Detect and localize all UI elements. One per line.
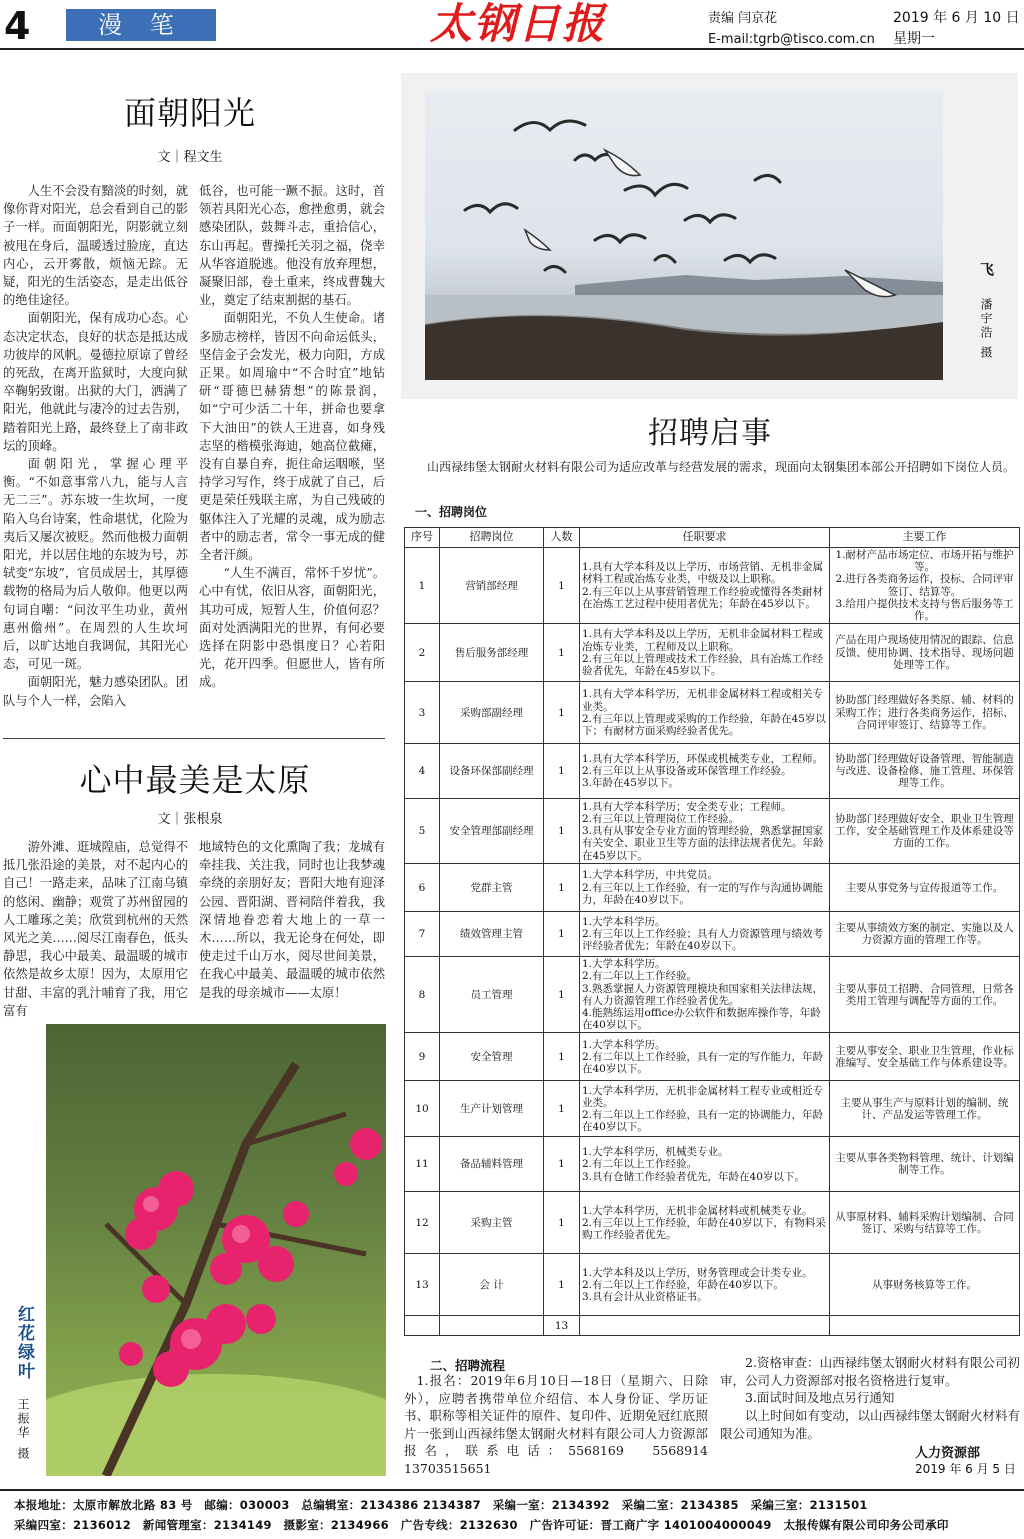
photo-right-caption: 飞	[978, 262, 994, 278]
cell-req: 1.具有大学本科学历；安全类专业；工程师。 2.有三年以上管理岗位工作经验。 3.具有从事安全专业方面的管理经验，熟悉掌握国家有关安全、职业卫生等方面的法律法规者优先。年龄在45岁以下。	[580, 799, 830, 864]
footer-line-2: 采编四室：2136012 新闻管理室：2134149 摄影室：2134966 广告专线：2132630 广告许可证：晋工商广字 1401004000049 太报传媒有限公司印务公司承印	[14, 1518, 949, 1532]
table-row	[405, 957, 1020, 1033]
cell-work: 主要从事员工招聘、合同管理，日常各类用工管理与调配等方面的工作。	[830, 957, 1020, 1033]
masthead-logo: 太钢日报	[430, 0, 607, 48]
paragraph: 地域特色的文化熏陶了我；龙城有牵挂我、关注我，同时也让我梦魂牵绕的亲朋好友；晋阳大地有迎泽公园、晋阳湖、晋祠陪伴着我，我深情地眷恋着大地上的一草一木……所以，我无论身在何处，即使走过千山万水，阅尽世间美景，在我心中最美、最温暖的城市依然是我的母亲城市——太原！	[199, 840, 385, 1000]
photo-left-caption: 红花绿叶	[14, 1305, 34, 1381]
footer-rule	[0, 1489, 1024, 1491]
cell-empty	[580, 1316, 830, 1336]
cell-post: 绩效管理主管	[440, 912, 544, 957]
seagulls-illustration	[425, 90, 943, 380]
cell-work: 1.耐材产品市场定位、市场开拓与维护等。 2.进行各类商务运作，投标、合同评审签订、结算等。 3.给用户提供技术支持与售后服务等工作。	[830, 548, 1020, 624]
header-cell: 人数	[544, 528, 580, 548]
cell-no: 5	[405, 799, 440, 864]
cell-req: 1.具有大学本科及以上学历，无机非金属材料工程或冶炼专业类，工程师及以上职称。 2.有三年以上管理或技术工作经验，具有冶炼工作经验者优先，年龄在45岁以下。	[580, 624, 830, 682]
cell-req: 1.具有大学本科学历，环保或机械类专业，工程师。 2.有三年以上从事设备或环保管理工作经验。 3.年龄在45岁以下。	[580, 744, 830, 799]
article1-title: 面朝阳光	[123, 94, 256, 132]
table-row	[405, 1033, 1020, 1081]
photo-right-tag: 摄	[979, 346, 993, 360]
paragraph: “人生不满百，常怀千岁忧”。心中有忧，依旧从容，面朝阳光，其功可成，短暂人生，价值何忍？面对处洒满阳光的世界，有何必要选择在阴影中恐惧度日？心若阳光，花开四季。但愿世人，皆有所成。	[199, 566, 385, 690]
cell-post: 安全管理	[440, 1033, 544, 1081]
date-text: 2019 年 6 月 10 日	[893, 10, 1020, 26]
cell-req: 1.大学本科学历，机械类专业。 2.有二年以上工作经验。 3.具有仓储工作经验者优先，年龄在40岁以下。	[580, 1137, 830, 1192]
cell-post: 售后服务部经理	[440, 624, 544, 682]
article1-byline: 文｜程文生	[157, 150, 223, 165]
header-cell: 招聘岗位	[440, 528, 544, 548]
cell-work: 协助部门经理做好设备管理、智能制造与改进、设备检修、施工管理、环保管理等工作。	[830, 744, 1020, 799]
paragraph: 人生不会没有黯淡的时刻，就像你背对阳光，总会看到自己的影子一样。而面朝阳光，阴影就立刻被甩在身后，温暖透过脸庞，直达内心，云开雾散，烦恼无踪。无疑，阳光的生活姿态，是走出低谷的绝佳途径。	[3, 184, 188, 308]
cell-work: 产品在用户现场使用情况的跟踪、信息反馈、使用协调、技术指导、现场问题处理等工作。	[830, 624, 1020, 682]
cell-no: 13	[405, 1254, 440, 1316]
cell-no: 9	[405, 1033, 440, 1081]
article2-title: 心中最美是太原	[79, 761, 311, 799]
photo-seagulls	[425, 90, 943, 380]
cell-no: 10	[405, 1081, 440, 1137]
cell-work: 从事财务核算等工作。	[830, 1254, 1020, 1316]
paragraph: 低谷，也可能一蹶不振。这时，首领若具阳光心态，愈挫愈勇，就会感染团队，鼓舞斗志，重拾信心，东山再起。曹操托关羽之福，侥幸从华容道脱逃。他没有放弃理想，凝聚旧部，卷土重来，终成曹魏大业，奠定了结束割据的基石。	[199, 184, 385, 308]
photo-right-author: 潘宇浩	[979, 298, 993, 340]
cell-post: 采购主管	[440, 1192, 544, 1254]
cell-req: 1.大学本科学历。 2.有二年以上工作经验，具有一定的写作能力，年龄在40岁以下。	[580, 1033, 830, 1081]
cell-post: 营销部经理	[440, 548, 544, 624]
header-cell: 任职要求	[580, 528, 830, 548]
paragraph: 面朝阳光，掌握心理平衡。“不如意事常八九，能与人言无二三”。苏东坡一生坎坷，一度陷入乌台诗案，性命堪忧，化险为夷后又屡次被贬。然而他极力面朝阳光，并以居住地的东坡为号，苏轼变“东坡”，官员成居士，其厚德载物的格局为后人敬仰。他更以两句词自嘲：“问汝平生功业，黄州惠州儋州”。在周烈的人生坎坷后，以旷达地自我调侃，其阳光心态，可见一斑。	[3, 457, 188, 672]
recruit-section1: 一、招聘岗位	[415, 505, 488, 519]
cell-no: 8	[405, 957, 440, 1033]
photo-red-flowers	[46, 1024, 386, 1476]
cell-num: 1	[544, 682, 580, 744]
table-row	[405, 1081, 1020, 1137]
table-row	[405, 799, 1020, 864]
cell-post: 员工管理	[440, 957, 544, 1033]
paragraph: 游外滩、逛城隍庙，总觉得不抵几张沿途的美景，对不起内心的自己！一路走来，品味了江南乌镇的悠闲、幽静；观赏了苏州留园的人工雕琢之美；欣赏到杭州的天然风光之美……阅尽江南春色，低头静思，我心中最美、最温暖的城市依然是故乡太原！因为，太原用它甘甜、丰富的乳汁哺育了我，用它富有	[3, 840, 188, 1018]
table-row	[405, 682, 1020, 744]
page-number: 4	[4, 4, 31, 48]
cell-total: 13	[544, 1316, 580, 1336]
cell-req: 1.具有大学本科及以上学历，市场营销、无机非金属材料工程或冶炼专业类，中级及以上职称。 2.有三年以上从事营销管理工作经验或懂得各类耐材在冶炼工艺过程中使用者优先；年龄在45岁以下。	[580, 548, 830, 624]
cell-req: 1.大学本科学历，无机非金属材料工程专业或相近专业类。 2.有二年以上工作经验，具有一定的协调能力，年龄在40岁以下。	[580, 1081, 830, 1137]
table-row	[405, 744, 1020, 799]
article1-column-1	[3, 182, 188, 710]
footer-line-1: 本报地址：太原市解放北路 83 号 邮编：030003 总编辑室：2134386 2134387 采编一室：2134392 采编二室：2134385 采编三室：2131501	[14, 1498, 868, 1512]
cell-num: 1	[544, 1192, 580, 1254]
divider	[3, 738, 385, 739]
cell-work: 主要从事党务与宣传报道等工作。	[830, 864, 1020, 912]
table-header-row	[405, 528, 1020, 548]
cell-req: 1.大学本科学历，无机非金属材料或机械类专业。 2.有三年以上工作经验，年龄在40岁以下，有物料采购工作经验者优先。	[580, 1192, 830, 1254]
cell-no: 2	[405, 624, 440, 682]
table-row	[405, 1192, 1020, 1254]
flowers-illustration	[46, 1024, 386, 1476]
photo-left-tag: 摄	[16, 1447, 30, 1461]
paragraph: 面朝阳光，保有成功心态。心态决定状态，良好的状态是抵达成功彼岸的风帆。曼德拉原谅了曾经的死敌，在离开监狱时，大度向狱卒鞠躬致谢。出狱的大门，洒满了阳光，他就此与凄冷的过去告别，踏着阳光上路，最终登上了南非政坛的顶峰。	[3, 311, 188, 453]
cell-work: 主要从事各类物料管理、统计、计划编制等工作。	[830, 1137, 1020, 1192]
photo-left-author: 王振华	[16, 1398, 30, 1440]
article2-byline: 文｜张根泉	[157, 812, 223, 827]
header-cell: 序号	[405, 528, 440, 548]
cell-num: 1	[544, 548, 580, 624]
job-table-wrapper	[404, 527, 1020, 1336]
section-label: 漫 笔	[66, 9, 216, 41]
cell-post: 采购部副经理	[440, 682, 544, 744]
cell-no: 7	[405, 912, 440, 957]
paragraph: 面朝阳光，魅力感染团队。团队与个人一样，会陷入	[3, 675, 188, 708]
cell-num: 1	[544, 912, 580, 957]
recruit-signer: 人力资源部	[915, 1446, 981, 1461]
cell-post: 设备环保部副经理	[440, 744, 544, 799]
cell-no: 1	[405, 548, 440, 624]
cell-num: 1	[544, 1081, 580, 1137]
cell-num: 1	[544, 744, 580, 799]
cell-num: 1	[544, 957, 580, 1033]
cell-work: 从事原材料、辅料采购计划编制、合同签订、采购与结算等工作。	[830, 1192, 1020, 1254]
recruit-sign-date: 2019 年 6 月 5 日	[915, 1462, 1016, 1476]
article2-column-2	[199, 838, 385, 1002]
cell-no: 6	[405, 864, 440, 912]
cell-work: 协助部门经理做好安全、职业卫生管理工作，安全基础管理工作及体系建设等方面的工作。	[830, 799, 1020, 864]
cell-empty	[440, 1316, 544, 1336]
cell-no: 12	[405, 1192, 440, 1254]
table-row	[405, 1137, 1020, 1192]
table-row	[405, 864, 1020, 912]
recruit-step1: 1.报名：2019年6月10日—18日（星期六、日除外），应聘者携带单位介绍信、本人身份证、学历证书、职称等相关证件的原件、复印件、近期免冠红底照片一张到山西禄纬堡太钢耐火材料有限公司人力资源部报名，联系电话：5568169 5568914 13703515651	[404, 1373, 721, 1476]
cell-post: 备品辅料管理	[440, 1137, 544, 1192]
cell-no: 11	[405, 1137, 440, 1192]
cell-num: 1	[544, 1254, 580, 1316]
cell-req: 1.大学本科学历，中共党员。 2.有三年以上工作经验，有一定的写作与沟通协调能力，年龄在40岁以下。	[580, 864, 830, 912]
cell-empty	[830, 1316, 1020, 1336]
table-row	[405, 624, 1020, 682]
paragraph: 面朝阳光，不负人生使命。诸多励志榜样，皆因不向命运低头，坚信金子会发光，极力向阳，方成正果。如周瑜中“不合时宜”地钻研“哥德巴赫猜想”的陈景润，如“宁可少活二十年，拼命也要拿下大油田”的铁人王进喜，如身残志坚的楷模张海迪，她高位截瘫，没有自暴自弃，扼住命运咽喉，坚持学习写作，终于成就了自己，后更是荣任残联主席，为自己残破的躯体注入了光耀的灵魂，成为励志者中的励志者，常令一事无成的健全者汗颜。	[199, 311, 385, 563]
cell-post: 党群主管	[440, 864, 544, 912]
job-table	[404, 527, 1020, 1336]
cell-num: 1	[544, 624, 580, 682]
recruit-step2: 2.资格审查：山西禄纬堡太钢耐火材料有限公司初审，公司人力资源部对报名资格进行复审。	[720, 1355, 1020, 1388]
recruit-note: 以上时间如有变动，以山西禄纬堡太钢耐火材料有限公司通知为准。	[720, 1408, 1021, 1441]
editor-info	[708, 8, 875, 50]
recruit-title: 招聘启事	[648, 416, 772, 451]
cell-work: 主要从事生产与原料计划的编制、统计、产品发运等管理工作。	[830, 1081, 1020, 1137]
cell-num: 1	[544, 1137, 580, 1192]
recruit-intro: 山西禄纬堡太钢耐火材料有限公司为适应改革与经营发展的需求，现面向太钢集团本部公开招聘如下岗位人员。	[427, 460, 1016, 474]
table-row	[405, 912, 1020, 957]
cell-no: 3	[405, 682, 440, 744]
cell-work: 主要从事绩效方案的制定、实施以及人力资源方面的管理工作等。	[830, 912, 1020, 957]
cell-num: 1	[544, 1033, 580, 1081]
recruit-section2: 二、招聘流程	[430, 1358, 506, 1373]
header-cell: 主要工作	[830, 528, 1020, 548]
issue-date	[893, 8, 1020, 50]
editor-name: 责编 闫京花	[708, 11, 778, 26]
table-row	[405, 1254, 1020, 1316]
cell-no: 4	[405, 744, 440, 799]
article1-column-2	[199, 182, 385, 692]
cell-post: 会 计	[440, 1254, 544, 1316]
cell-empty	[405, 1316, 440, 1336]
cell-req: 1.大学本科及以上学历，财务管理或会计类专业。 2.有二年以上工作经验，年龄在40岁以下。 3.具有会计从业资格证书。	[580, 1254, 830, 1316]
cell-post: 安全管理部副经理	[440, 799, 544, 864]
weekday-text: 星期一	[893, 31, 935, 47]
table-row	[405, 548, 1020, 624]
cell-num: 1	[544, 799, 580, 864]
cell-work: 主要从事安全、职业卫生管理，作业标准编写、安全基础工作与体系建设等。	[830, 1033, 1020, 1081]
cell-work: 协助部门经理做好各类原、辅、材料的采购工作；进行各类商务运作，招标、合同评审签订、结算等工作。	[830, 682, 1020, 744]
cell-num: 1	[544, 864, 580, 912]
recruit-step3: 3.面试时间及地点另行通知	[745, 1390, 895, 1405]
cell-req: 1.大学本科学历。 2.有二年以上工作经验。 3.熟悉掌握人力资源管理模块和国家相关法律法规，有人力资源管理工作经验者优先。 4.能熟练运用office办公软件和数据库操作等，年龄在40岁以下。	[580, 957, 830, 1033]
editor-email: E-mail:tgrb@tisco.com.cn	[708, 32, 875, 47]
cell-req: 1.具有大学本科学历，无机非金属材料工程或相关专业类。 2.有三年以上管理或采购的工作经验，年龄在45岁以下；有耐材方面采购经验者优先。	[580, 682, 830, 744]
article2-column-1	[3, 838, 188, 1020]
cell-req: 1.大学本科学历。 2.有三年以上工作经验；具有人力资源管理与绩效考评经验者优先；年龄在40岁以下。	[580, 912, 830, 957]
cell-post: 生产计划管理	[440, 1081, 544, 1137]
total-row	[405, 1316, 1020, 1336]
